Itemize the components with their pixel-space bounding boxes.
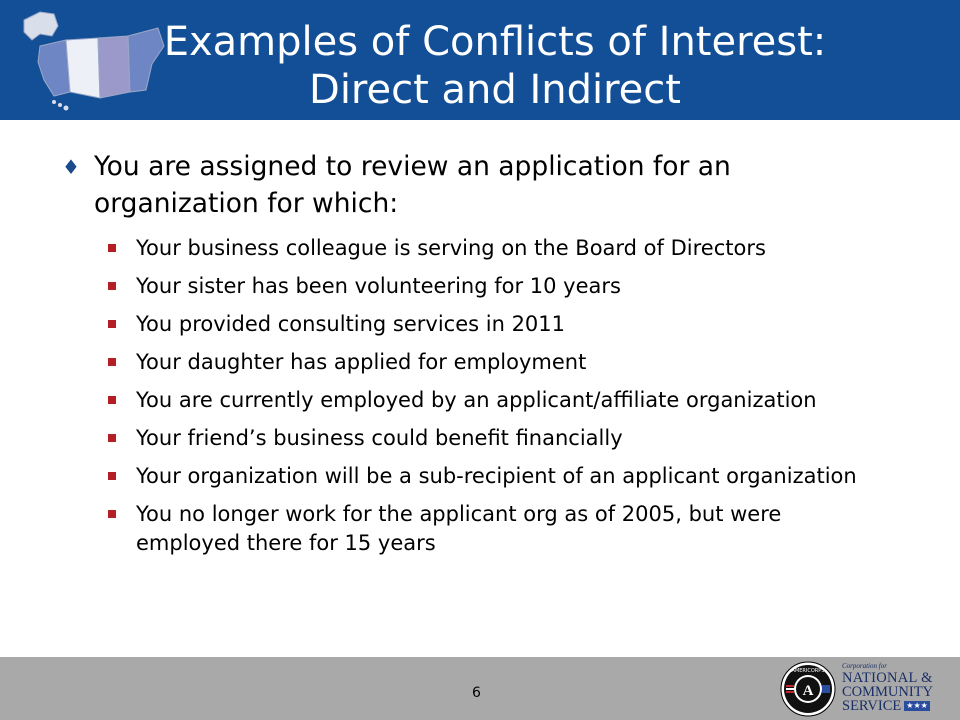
square-bullet-icon [108,244,116,252]
square-bullet-icon [108,472,116,480]
sub-bullet-item [108,348,898,377]
brand-line-4-row [842,699,952,713]
sub-bullet-item [108,424,898,453]
sub-bullet-text: Your daughter has applied for employment [136,350,587,374]
slide-header [0,0,960,120]
slide-footer [0,657,960,720]
brand-line-3: COMMUNITY [842,684,934,700]
main-bullet-text: You are assigned to review an application for an organization for which: [94,151,731,219]
brand-line-4: SERVICE [842,698,902,714]
slide-title [150,18,840,114]
seal-ring-text: AMERICORPS [791,668,825,674]
cncs-logo [842,662,952,718]
sub-bullet-item [108,272,898,301]
square-bullet-icon [108,320,116,328]
diamond-bullet-icon: ♦ [62,155,80,179]
sub-bullet-text: Your business colleague is serving on the Board of Directors [136,236,766,260]
sub-bullet-text: Your sister has been volunteering for 10 years [136,274,621,298]
title-line-1: Examples of Conflicts of Interest: [163,19,827,65]
sub-bullet-text: You no longer work for the applicant org as of 2005, but were employed there for 15 years [136,502,782,555]
sub-bullet-text: You are currently employed by an applicant/affiliate organization [136,388,817,412]
brand-line-1: Corporation for [842,662,887,670]
square-bullet-icon [108,282,116,290]
seal-letter: A [802,683,814,699]
sub-bullet-item [108,500,898,558]
sub-bullet-text: Your organization will be a sub-recipient of an applicant organization [136,464,857,488]
brand-stars-icon: ★★★ [906,701,928,710]
page-number: 6 [472,685,481,701]
sub-bullet-item [108,234,898,263]
us-map-icon [18,6,168,116]
sub-bullet-text: You provided consulting services in 2011 [136,312,566,336]
main-bullet [62,148,902,222]
sub-bullet-item [108,310,898,339]
brand-line-2: NATIONAL & [842,670,933,686]
title-line-2: Direct and Indirect [309,67,681,113]
sub-bullet-text: Your friend’s business could benefit financially [136,426,623,450]
square-bullet-icon [108,358,116,366]
sub-bullet-item [108,386,898,415]
square-bullet-icon [108,396,116,404]
americorps-seal-icon [780,661,836,717]
square-bullet-icon [108,434,116,442]
sub-bullet-item [108,462,898,491]
square-bullet-icon [108,510,116,518]
